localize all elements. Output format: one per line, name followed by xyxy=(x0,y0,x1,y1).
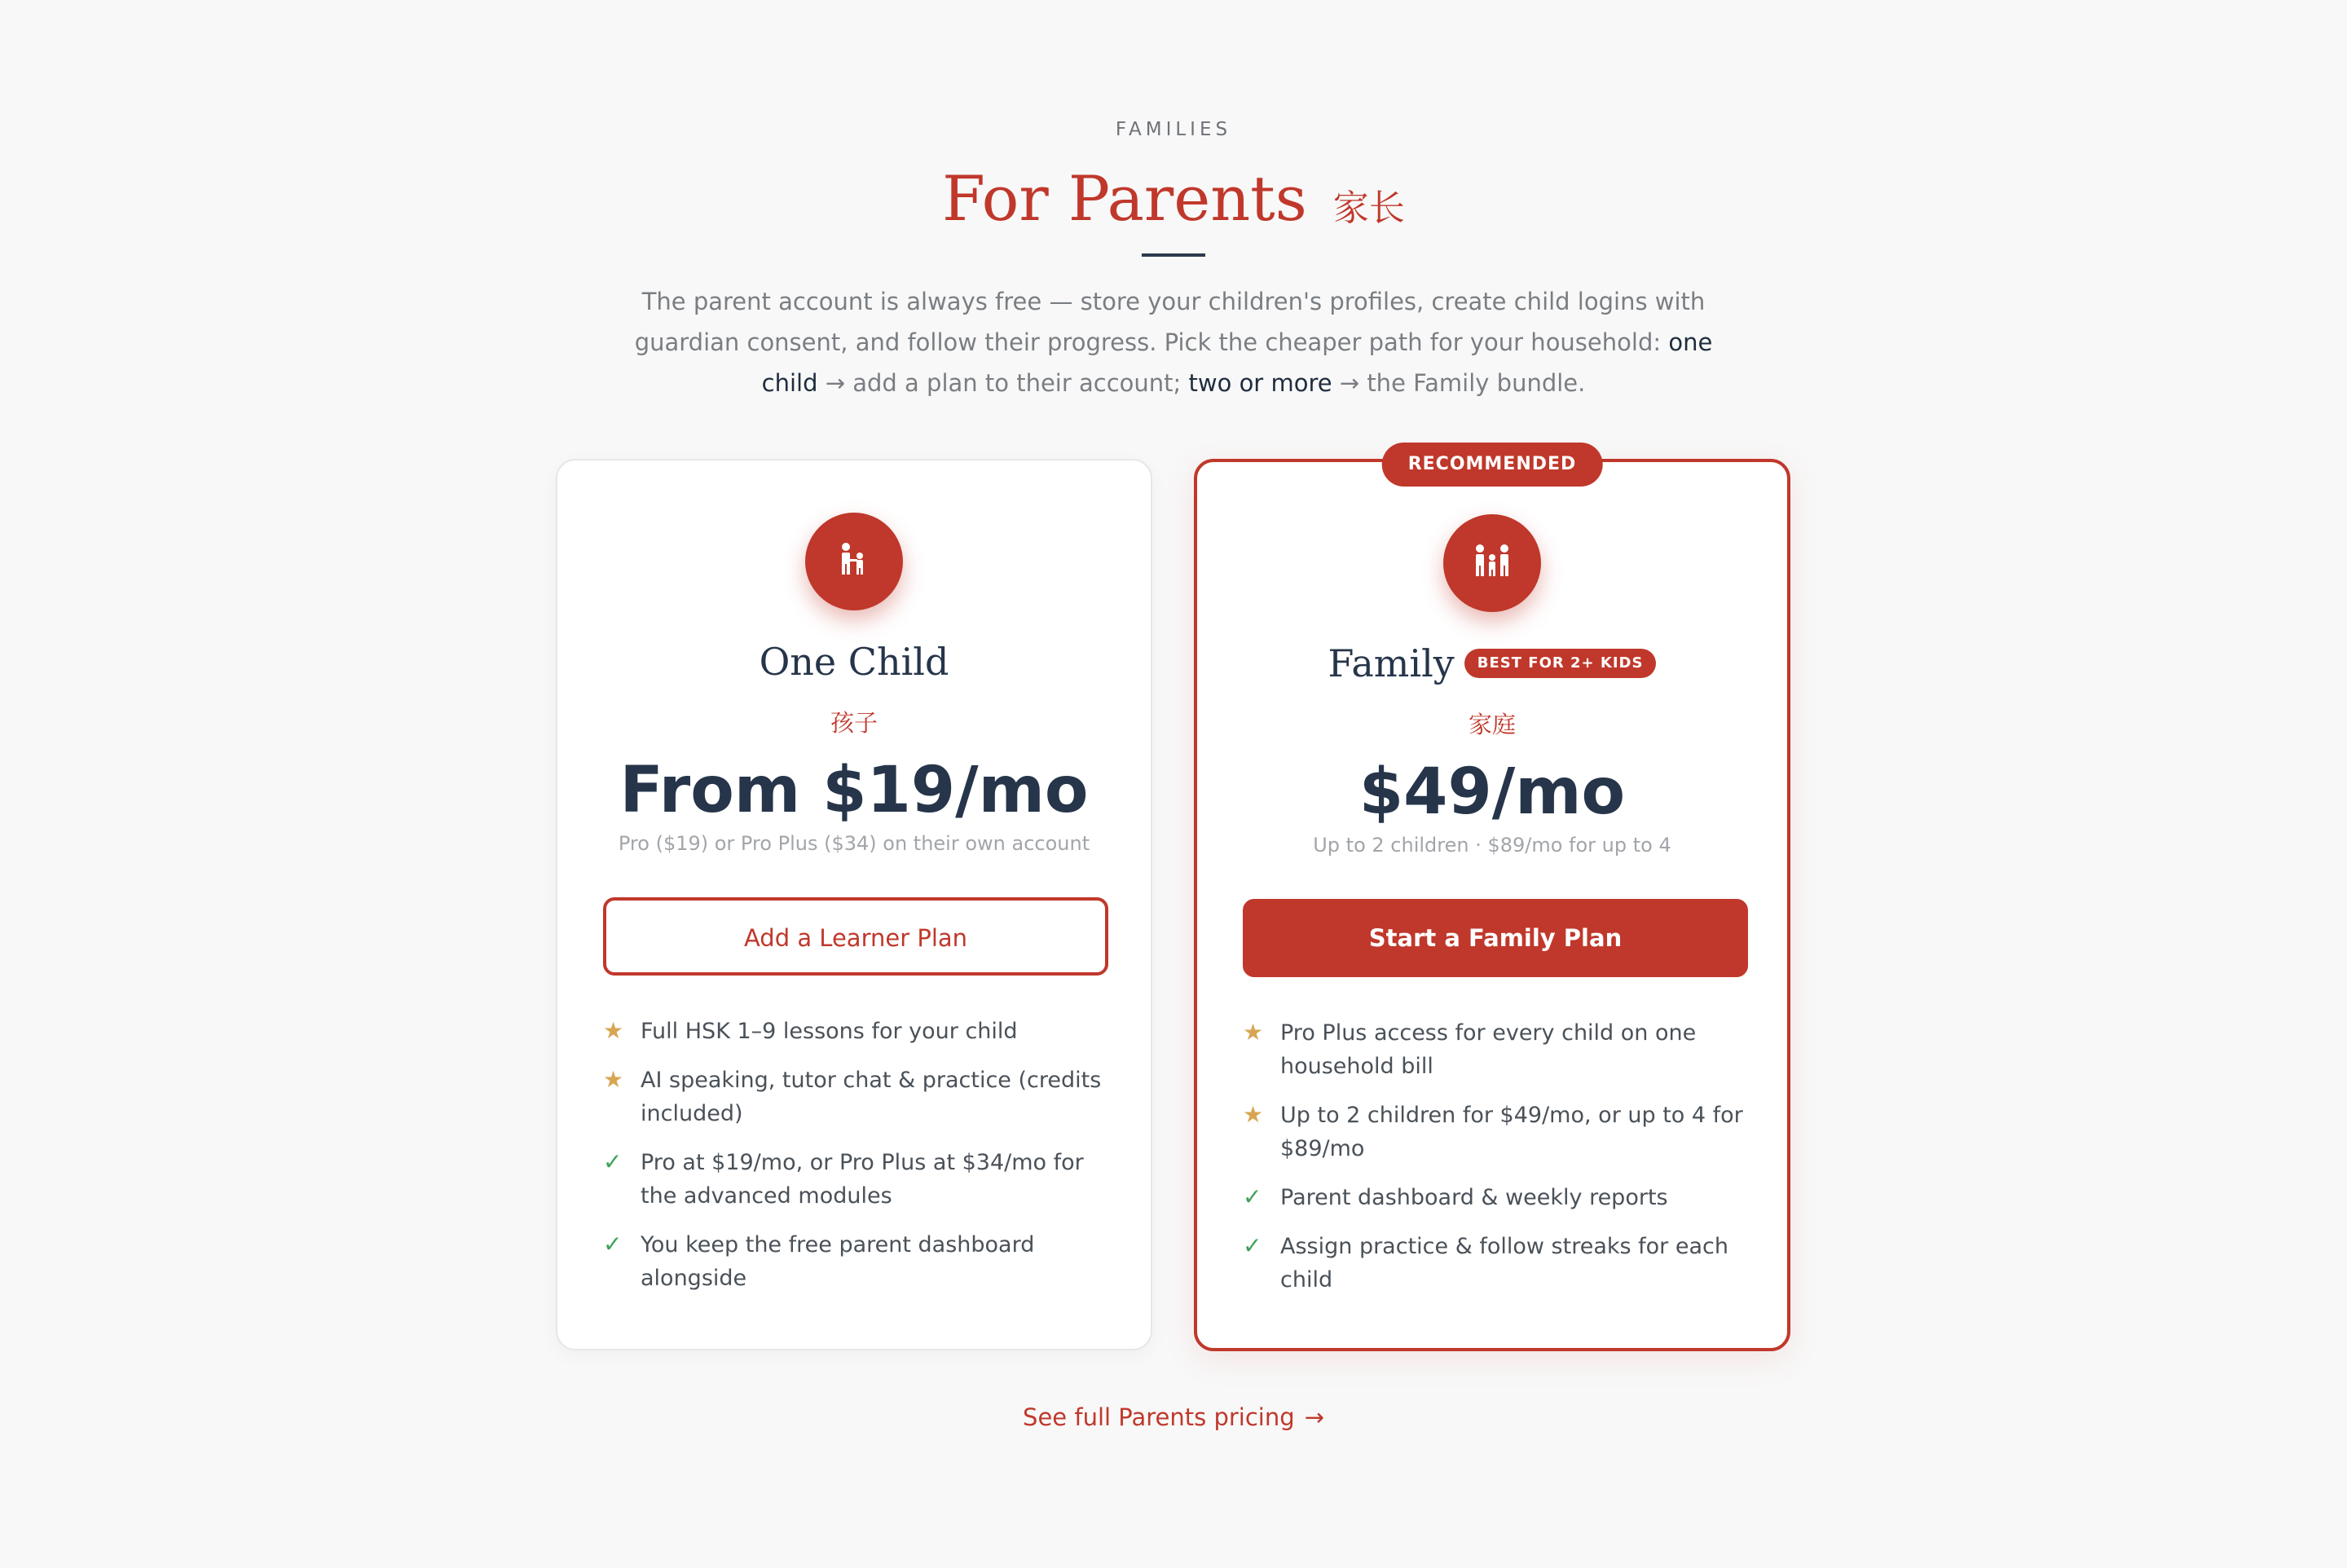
feature-text: Full HSK 1–9 lessons for your child xyxy=(641,1019,1018,1044)
feature-item xyxy=(1243,1230,1748,1297)
intro-text-1: The parent account is always free — store your children's profiles, create child logins with guardian consent, and follow their progress. Pick the cheaper path for your household: xyxy=(634,288,1706,356)
intro-text-3: → the Family bundle. xyxy=(1332,369,1586,397)
plan-name: One Child xyxy=(759,640,949,684)
star-icon: ★ xyxy=(1243,1101,1264,1128)
section-eyebrow: FAMILIES xyxy=(1115,119,1232,140)
feature-item xyxy=(603,1015,1108,1048)
title-text: For Parents xyxy=(942,162,1307,235)
feature-text: Pro Plus access for every child on one household bill xyxy=(1280,1020,1697,1079)
feature-text: AI speaking, tutor chat & practice (credits included) xyxy=(641,1068,1102,1126)
plan-price-note: Up to 2 children · $89/mo for up to 4 xyxy=(1313,834,1671,857)
star-icon: ★ xyxy=(603,1066,624,1093)
feature-item xyxy=(603,1228,1108,1295)
feature-list xyxy=(603,1015,1108,1310)
see-full-parents-pricing-link[interactable] xyxy=(0,1403,2347,1431)
family-icon xyxy=(1443,514,1541,612)
feature-item xyxy=(1243,1016,1748,1083)
feature-text: Assign practice & follow streaks for each child xyxy=(1280,1234,1728,1293)
plan-card-one-child xyxy=(556,459,1152,1350)
intro-text-2: → add a plan to their account; xyxy=(817,369,1189,397)
start-family-plan-button[interactable]: Start a Family Plan xyxy=(1243,899,1748,977)
plan-card-family xyxy=(1194,454,1790,1351)
feature-list xyxy=(1243,1016,1748,1312)
arrow-right-icon: → xyxy=(1304,1403,1324,1431)
feature-text: Pro at $19/mo, or Pro Plus at $34/mo for the advanced modules xyxy=(641,1150,1084,1209)
feature-item xyxy=(1243,1099,1748,1165)
feature-text: You keep the free parent dashboard alongside xyxy=(641,1232,1035,1291)
feature-item xyxy=(603,1146,1108,1213)
intro-highlight-one-child: one child xyxy=(761,328,1713,397)
check-icon: ✓ xyxy=(1243,1183,1262,1210)
section-title xyxy=(0,160,2347,248)
recommended-badge: RECOMMENDED xyxy=(1382,443,1603,487)
section-intro xyxy=(619,281,1728,403)
feature-text: Parent dashboard & weekly reports xyxy=(1280,1185,1668,1210)
intro-highlight-two-or-more: two or more xyxy=(1188,369,1332,397)
link-label: See full Parents pricing xyxy=(1023,1403,1295,1431)
title-divider xyxy=(1142,253,1205,257)
plan-name-row xyxy=(1197,641,1787,685)
feature-item xyxy=(1243,1181,1748,1214)
plan-name: Family xyxy=(1328,641,1455,685)
plan-name-zh: 家庭 xyxy=(1468,711,1516,738)
add-learner-plan-button[interactable]: Add a Learner Plan xyxy=(603,897,1108,976)
plan-price-note: Pro ($19) or Pro Plus ($34) on their own account xyxy=(618,832,1090,855)
plan-price: From $19/mo xyxy=(619,754,1089,827)
feature-text: Up to 2 children for $49/mo, or up to 4 for $89/mo xyxy=(1280,1103,1743,1161)
check-icon: ✓ xyxy=(1243,1232,1262,1259)
plan-name-zh: 孩子 xyxy=(830,709,878,737)
title-zh: 家长 xyxy=(1332,187,1405,229)
check-icon: ✓ xyxy=(603,1231,623,1257)
feature-item xyxy=(603,1064,1108,1130)
plan-price: $49/mo xyxy=(1358,755,1626,829)
best-for-tag: BEST FOR 2+ KIDS xyxy=(1464,649,1657,678)
star-icon: ★ xyxy=(603,1017,624,1044)
star-icon: ★ xyxy=(1243,1019,1264,1046)
check-icon: ✓ xyxy=(603,1148,623,1175)
parent-child-icon xyxy=(805,513,903,610)
